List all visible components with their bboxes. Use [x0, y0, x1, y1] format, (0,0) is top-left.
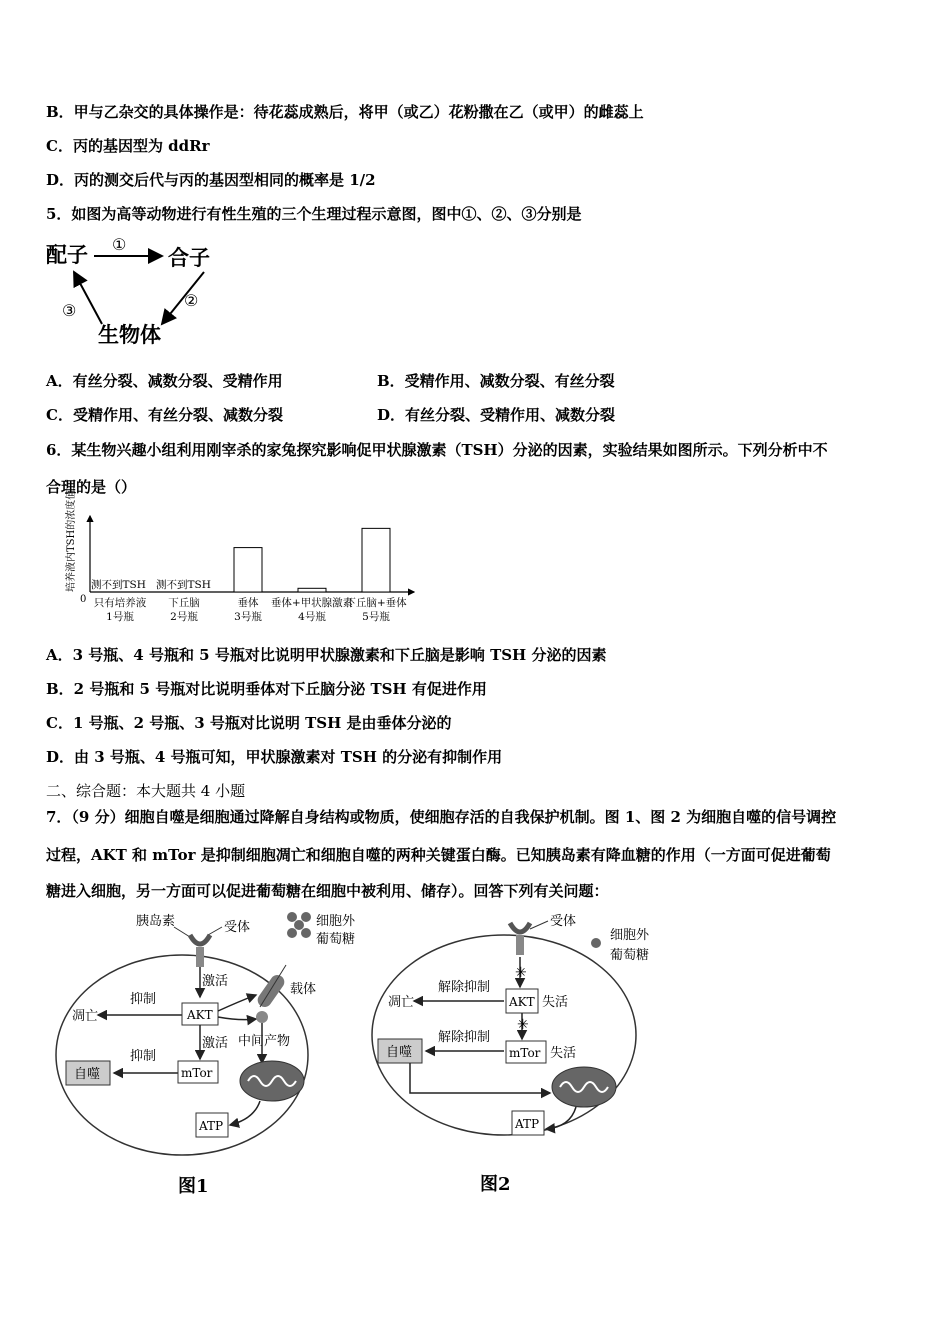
section-2-title: 二、综合题：本大题共 4 小题 [46, 782, 246, 800]
receptor-label: 受体 [224, 920, 251, 935]
category-label: 下丘脑+垂体 [345, 597, 407, 609]
origin-label: 0 [80, 594, 87, 605]
receptor-label: 受体 [550, 914, 577, 929]
bottle-label: 5号瓶 [362, 611, 390, 623]
extracell-label-2: 葡萄糖 [610, 948, 650, 963]
q6-option-c: C．1 号瓶、2 号瓶、3 号瓶对比说明 TSH 是由垂体分泌的 [46, 714, 452, 732]
mtor-label: mTor [509, 1046, 541, 1060]
akt-label: AKT [509, 995, 535, 1009]
bottle-label: 1号瓶 [106, 611, 134, 623]
svg-text:✳: ✳ [515, 965, 527, 981]
intermediate-label: 中间产物 [238, 1034, 291, 1049]
release-label-1: 解除抑制 [438, 980, 491, 995]
bottle-label: 4号瓶 [298, 611, 326, 623]
category-label: 垂体+甲状腺激素 [270, 597, 354, 609]
bar-3 [234, 548, 262, 592]
release-label-2: 解除抑制 [438, 1030, 491, 1045]
extracell-label-1: 细胞外 [316, 914, 356, 929]
inhibit-label-2: 抑制 [130, 1049, 157, 1064]
arrow-3 [74, 272, 102, 324]
q7-stem-line2: 过程，AKT 和 mTor 是抑制细胞凋亡和细胞自噬的两种关键蛋白酶。已知胰岛素有降血糖的作用（一方面可促进葡萄 [46, 846, 831, 864]
figure-2 [370, 905, 670, 1205]
category-label: 只有培养液 [93, 597, 147, 609]
figure-1-caption: 图1 [178, 1176, 209, 1197]
bar-5 [362, 528, 390, 592]
apoptosis-label: 凋亡 [72, 1009, 99, 1024]
bottle-label: 3号瓶 [234, 611, 262, 623]
atp-label: ATP [515, 1117, 540, 1131]
q6-option-d: D．由 3 号瓶、4 号瓶可知，甲状腺激素对 TSH 的分泌有抑制作用 [46, 748, 503, 766]
category-label: 下丘脑 [168, 597, 200, 609]
label-2: ② [184, 291, 199, 310]
atp-label: ATP [199, 1119, 224, 1133]
akt-label: AKT [187, 1008, 213, 1022]
q5-option-b: B．受精作用、减数分裂、有丝分裂 [377, 372, 615, 390]
organism-label: 生物体 [98, 322, 161, 347]
q4-option-d: D．丙的测交后代与丙的基因型相同的概率是 1/2 [46, 171, 376, 189]
gamete-label: 配子 [46, 242, 88, 267]
q5-option-c: C．受精作用、有丝分裂、减数分裂 [46, 406, 283, 424]
annotation-2: 测不到TSH [156, 579, 211, 591]
q5-option-a: A．有丝分裂、减数分裂、受精作用 [46, 372, 283, 390]
inactive-label-2: 失活 [550, 1046, 577, 1061]
q5-cycle-diagram [44, 232, 224, 350]
q6-stem-line2: 合理的是（） [46, 478, 137, 496]
receptor-icon [190, 935, 210, 944]
q7-stem-line3: 糖进入细胞，另一方面可以促进葡萄糖在细胞中被利用、储存）。回答下列有关问题： [46, 882, 609, 900]
q4-option-c: C．丙的基因型为 ddRr [46, 137, 210, 155]
label-1: ① [112, 235, 127, 254]
svg-text:✳: ✳ [517, 1017, 529, 1033]
y-axis-label: 培养液内TSH的浓度值 [66, 489, 77, 592]
inhibit-label-1: 抑制 [130, 992, 157, 1007]
q5-option-d: D．有丝分裂、受精作用、减数分裂 [377, 406, 616, 424]
figure-1 [50, 905, 356, 1205]
carrier-icon [255, 972, 287, 1010]
bar-4 [298, 588, 326, 592]
inactive-label-1: 失活 [542, 995, 569, 1010]
autophagy-label: 自噬 [74, 1067, 101, 1082]
insulin-label: 胰岛素 [136, 914, 176, 929]
q7-stem-line1: 7．（9 分）细胞自噬是细胞通过降解自身结构或物质，使细胞存活的自我保护机制。图 1、图 2 为细胞自噬的信号调控 [46, 808, 837, 826]
glucose-dot [591, 938, 601, 948]
extracell-label-2: 葡萄糖 [316, 932, 356, 947]
bottle-label: 2号瓶 [170, 611, 198, 623]
zygote-label: 合子 [168, 245, 210, 270]
apoptosis-label: 凋亡 [388, 995, 415, 1010]
q5-stem: 5．如图为高等动物进行有性生殖的三个生理过程示意图，图中①、②、③分别是 [46, 205, 582, 223]
q6-option-a: A．3 号瓶、4 号瓶和 5 号瓶对比说明甲状腺激素和下丘脑是影响 TSH 分泌的因素 [46, 646, 607, 664]
q6-stem-line1: 6．某生物兴趣小组利用刚宰杀的家兔探究影响促甲状腺激素（TSH）分泌的因素，实验结果如图所示。下列分析中不 [46, 441, 828, 459]
carrier-label: 载体 [290, 982, 317, 997]
activate-label-1: 激活 [202, 974, 229, 989]
activate-label-2: 激活 [202, 1036, 229, 1051]
tsh-bar-chart [58, 489, 428, 630]
q4-option-b: B．甲与乙杂交的具体操作是：待花蕊成熟后，将甲（或乙）花粉撒在乙（或甲）的雌蕊上 [46, 103, 644, 121]
glucose-dot [287, 912, 297, 922]
extracell-label-1: 细胞外 [610, 928, 650, 943]
annotation-1: 测不到TSH [91, 579, 146, 591]
label-3: ③ [62, 301, 77, 320]
category-label: 垂体 [237, 597, 259, 609]
receptor-icon [510, 923, 530, 932]
autophagy-label: 自噬 [386, 1045, 413, 1060]
q6-option-b: B．2 号瓶和 5 号瓶对比说明垂体对下丘脑分泌 TSH 有促进作用 [46, 680, 487, 698]
mtor-label: mTor [181, 1066, 213, 1080]
figure-2-caption: 图2 [480, 1174, 511, 1195]
